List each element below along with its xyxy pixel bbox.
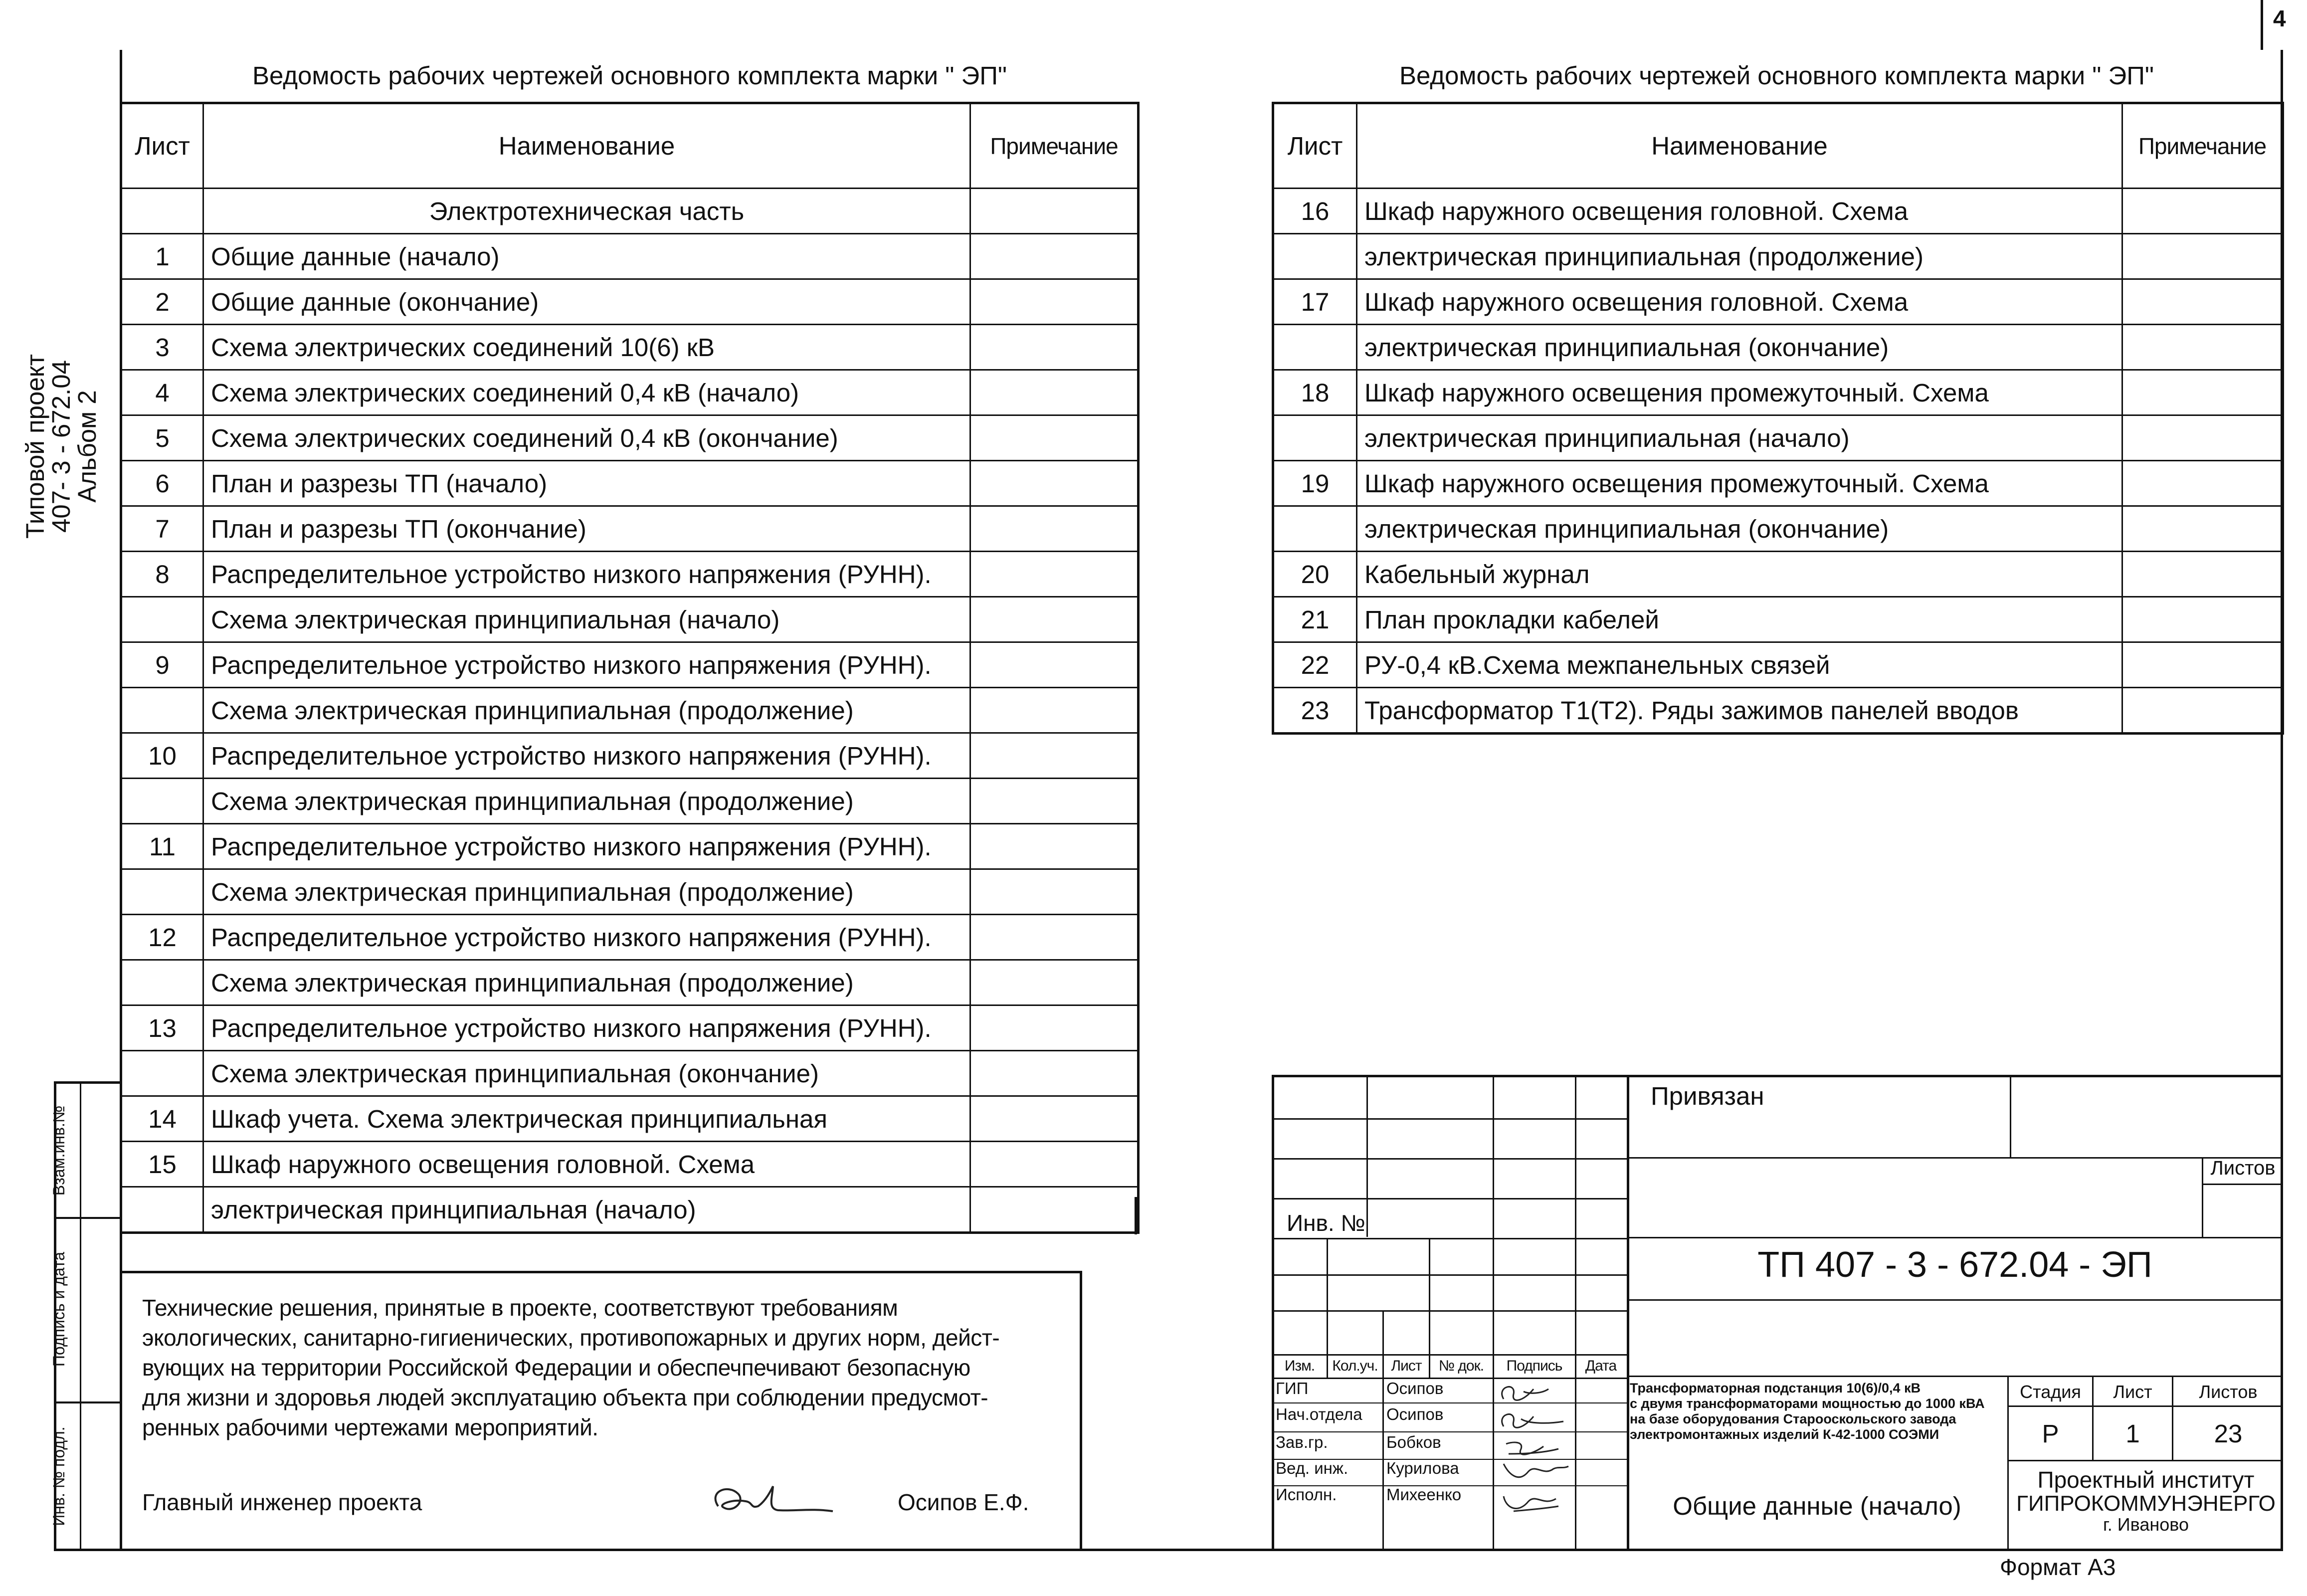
cell-name: Кабельный журнал — [1357, 552, 2122, 597]
side-stamp-vzam: Взам.инв.№ — [50, 1105, 68, 1196]
cell-note — [2122, 461, 2283, 506]
cell-note — [970, 552, 1139, 597]
cell-sheet — [1273, 234, 1357, 279]
cell-note — [970, 234, 1139, 279]
cell-sheet — [121, 1187, 203, 1233]
cell-note — [2122, 506, 2283, 552]
cell-note — [2122, 597, 2283, 642]
sheets-label: Листов — [2199, 1382, 2258, 1402]
cell-note — [970, 642, 1139, 688]
statement-line: ренных рабочими чертежами мероприятий. — [142, 1414, 598, 1440]
left-table-header — [121, 103, 1139, 189]
cell-name: электрическая принципиальная (окончание) — [1357, 506, 2122, 552]
cell-sheet: 3 — [121, 325, 203, 370]
tb-grid — [1382, 1310, 1384, 1551]
cell-note — [970, 1051, 1139, 1096]
tb-grid — [1272, 1431, 1627, 1432]
staff-role: Вед. инж. — [1276, 1459, 1348, 1477]
object-desc-line: электромонтажных изделий К-42-1000 СОЭМИ — [1630, 1427, 1939, 1442]
tb-grid — [2007, 1405, 2283, 1407]
header-name: Наименование — [203, 103, 970, 189]
staff-role: Нач.отдела — [1276, 1405, 1362, 1423]
staff-name: Осипов — [1386, 1405, 1444, 1423]
org-line2: ГИПРОКОММУНЭНЕРГО — [2016, 1491, 2276, 1516]
cell-sheet: 16 — [1273, 189, 1357, 234]
cell-name: Распределительное устройство низкого напряжения (РУНН). — [203, 642, 970, 688]
table-row — [1273, 461, 2283, 506]
cell-sheet: 14 — [121, 1096, 203, 1142]
cell-name: План и разрезы ТП (начало) — [203, 461, 970, 506]
cell-sheet: 1 — [121, 234, 203, 279]
listov-top-label: Листов — [2210, 1157, 2276, 1179]
cell-note — [970, 733, 1139, 779]
cell-note — [970, 506, 1139, 552]
cell-note — [970, 869, 1139, 915]
cell-sheet — [1273, 415, 1357, 461]
cell-name: Электротехническая часть — [203, 189, 970, 234]
table-row — [1273, 597, 2283, 642]
sheet-label: Лист — [2113, 1382, 2152, 1402]
table-row — [1273, 506, 2283, 552]
table-row — [1273, 415, 2283, 461]
table-row — [121, 552, 1139, 597]
table-row — [121, 1142, 1139, 1187]
tb-grid — [1627, 1157, 2283, 1159]
cell-note — [970, 461, 1139, 506]
right-table-title: Ведомость рабочих чертежей основного комплекта марки " ЭП" — [1399, 61, 2154, 90]
cell-name: Схема электрических соединений 10(6) кВ — [203, 325, 970, 370]
sheet-number: 4 — [2273, 5, 2286, 31]
cell-note — [2122, 688, 2283, 734]
chief-engineer-name: Осипов Е.Ф. — [898, 1489, 1029, 1515]
stage-label: Стадия — [2020, 1382, 2081, 1402]
tb-grid — [2202, 1157, 2203, 1237]
tb-grid — [1272, 1198, 1627, 1199]
change-header: Дата — [1585, 1358, 1617, 1374]
tb-grid — [2010, 1075, 2011, 1157]
tb-grid — [1627, 1376, 2283, 1377]
table-row — [1273, 642, 2283, 688]
statement-text — [142, 1293, 999, 1442]
cell-sheet: 20 — [1273, 552, 1357, 597]
staff-signatures — [1494, 1379, 1573, 1549]
cell-name: Общие данные (начало) — [203, 234, 970, 279]
cell-sheet: 17 — [1273, 279, 1357, 325]
tb-grid — [1272, 1238, 1627, 1239]
sheets-value: 23 — [2214, 1419, 2243, 1448]
cell-note — [970, 325, 1139, 370]
cell-sheet: 23 — [1273, 688, 1357, 734]
table-row — [121, 234, 1139, 279]
staff-name: Михеенко — [1386, 1485, 1462, 1504]
cell-name: Шкаф учета. Схема электрическая принципиальная — [203, 1096, 970, 1142]
staff-role: Зав.гр. — [1276, 1433, 1328, 1451]
format-label: Формат А3 — [2000, 1554, 2116, 1580]
cell-name: План прокладки кабелей — [1357, 597, 2122, 642]
tb-grid — [1272, 1118, 1627, 1120]
cell-note — [2122, 370, 2283, 415]
project-type: Типовой проект — [21, 354, 49, 539]
cell-sheet — [121, 779, 203, 824]
table-row — [121, 415, 1139, 461]
cell-sheet: 15 — [121, 1142, 203, 1187]
staff-name: Бобков — [1386, 1433, 1441, 1451]
cell-sheet — [121, 688, 203, 733]
tb-grid — [1272, 1274, 1627, 1276]
cell-name: Схема электрическая принципиальная (окончание) — [203, 1051, 970, 1096]
vertical-project-label — [22, 332, 102, 561]
project-code: 407- 3 - 672.04 — [47, 360, 75, 533]
cell-name: Распределительное устройство низкого напряжения (РУНН). — [203, 915, 970, 960]
cell-name: Шкаф наружного освещения головной. Схема — [1357, 189, 2122, 234]
left-table-title: Ведомость рабочих чертежей основного комплекта марки " ЭП" — [252, 61, 1007, 90]
organization — [2009, 1468, 2283, 1534]
table-row — [1273, 552, 2283, 597]
tb-grid — [2202, 1184, 2283, 1185]
cell-note — [2122, 234, 2283, 279]
cell-name: РУ-0,4 кВ.Схема межпанельных связей — [1357, 642, 2122, 688]
change-header: № док. — [1438, 1358, 1484, 1374]
table-row — [121, 960, 1139, 1005]
org-line1: Проектный институт — [2037, 1467, 2255, 1493]
cell-note — [970, 415, 1139, 461]
staff-name: Осипов — [1386, 1379, 1444, 1397]
chief-engineer-label: Главный инженер проекта — [142, 1489, 422, 1515]
statement-line: вующих на территории Российской Федерации и обеспечпечивают безопасную — [142, 1355, 970, 1381]
cell-sheet: 21 — [1273, 597, 1357, 642]
side-stamp-sep2 — [54, 1401, 122, 1403]
cell-note — [970, 688, 1139, 733]
table-row — [121, 189, 1139, 234]
table-row — [1273, 234, 2283, 279]
tb-grid — [1272, 1354, 1627, 1356]
table-row — [121, 461, 1139, 506]
tb-grid — [1627, 1299, 2283, 1301]
cell-sheet — [1273, 325, 1357, 370]
org-line3: г. Иваново — [2103, 1514, 2189, 1535]
cell-name: Схема электрическая принципиальная (начало) — [203, 597, 970, 642]
change-header: Подпись — [1506, 1358, 1562, 1374]
table-row — [121, 824, 1139, 869]
cell-sheet: 12 — [121, 915, 203, 960]
table-row — [1273, 279, 2283, 325]
cell-sheet: 5 — [121, 415, 203, 461]
cell-name: Шкаф наружного освещения промежуточный. Схема — [1357, 461, 2122, 506]
chief-signature — [698, 1471, 838, 1526]
staff-name: Курилова — [1386, 1459, 1459, 1477]
statement-line: экологических, санитарно-гигиенических, противопожарных и других норм, дейст- — [142, 1325, 1000, 1351]
cell-sheet: 7 — [121, 506, 203, 552]
cell-note — [970, 597, 1139, 642]
table-row — [121, 370, 1139, 415]
table-row — [1273, 325, 2283, 370]
cell-name: Распределительное устройство низкого напряжения (РУНН). — [203, 824, 970, 869]
tb-grid — [1627, 1237, 2283, 1238]
cell-sheet — [121, 960, 203, 1005]
table-row — [1273, 189, 2283, 234]
cell-name: Схема электрическая принципиальная (продолжение) — [203, 869, 970, 915]
table-row — [121, 642, 1139, 688]
side-stamp-podpis: Подпись и дата — [50, 1251, 68, 1367]
header-note: Примечание — [2122, 103, 2283, 189]
cell-sheet: 4 — [121, 370, 203, 415]
staff-role: ГИП — [1276, 1379, 1309, 1397]
cell-note — [970, 370, 1139, 415]
cell-sheet — [121, 1051, 203, 1096]
tb-grid — [1272, 1378, 1627, 1379]
tb-grid — [1272, 1310, 1627, 1312]
cell-name: электрическая принципиальная (начало) — [203, 1187, 970, 1233]
statement-line: Технические решения, принятые в проекте, соответствуют требованиям — [142, 1295, 898, 1321]
corner-divider — [2261, 0, 2263, 50]
cell-note — [2122, 279, 2283, 325]
cell-name: Трансформатор Т1(Т2). Ряды зажимов панелей вводов — [1357, 688, 2122, 734]
cell-note — [970, 1187, 1139, 1233]
left-table-tail — [1135, 1197, 1137, 1234]
cell-sheet — [121, 597, 203, 642]
project-album: Альбом 2 — [73, 390, 101, 503]
cell-sheet: 9 — [121, 642, 203, 688]
tb-grid — [1272, 1158, 1627, 1160]
right-drawing-register — [1272, 102, 2284, 735]
cell-sheet: 2 — [121, 279, 203, 325]
object-desc-line: на базе оборудования Старооскольского завода — [1630, 1411, 1956, 1426]
cell-note — [2122, 325, 2283, 370]
cell-name: электрическая принципиальная (начало) — [1357, 415, 2122, 461]
cell-name: электрическая принципиальная (окончание) — [1357, 325, 2122, 370]
cell-name: Шкаф наружного освещения промежуточный. Схема — [1357, 370, 2122, 415]
cell-note — [970, 824, 1139, 869]
cell-name: Схема электрическая принципиальная (продолжение) — [203, 779, 970, 824]
table-row — [121, 1187, 1139, 1233]
change-header: Изм. — [1284, 1358, 1315, 1374]
right-table-header — [1273, 103, 2283, 189]
cell-note — [2122, 552, 2283, 597]
cell-name: Распределительное устройство низкого напряжения (РУНН). — [203, 1005, 970, 1051]
cell-sheet: 22 — [1273, 642, 1357, 688]
cell-sheet — [121, 189, 203, 234]
cell-name: Схема электрическая принципиальная (продолжение) — [203, 960, 970, 1005]
cell-note — [2122, 642, 2283, 688]
tb-grid — [2007, 1460, 2283, 1461]
side-stamp-divider — [80, 1081, 81, 1551]
cell-name: Схема электрических соединений 0,4 кВ (начало) — [203, 370, 970, 415]
document-title: Общие данные (начало) — [1673, 1492, 1961, 1520]
cell-sheet: 8 — [121, 552, 203, 597]
inv-no-label: Инв. № — [1287, 1210, 1365, 1236]
cell-sheet — [121, 869, 203, 915]
table-row — [121, 325, 1139, 370]
tb-grid — [1366, 1075, 1368, 1237]
cell-name: Распределительное устройство низкого напряжения (РУНН). — [203, 733, 970, 779]
cell-note — [970, 960, 1139, 1005]
cell-name: План и разрезы ТП (окончание) — [203, 506, 970, 552]
object-desc-line: Трансформаторная подстанция 10(6)/0,4 кВ — [1630, 1381, 1921, 1396]
cell-name: Шкаф наружного освещения головной. Схема — [203, 1142, 970, 1187]
table-row — [121, 279, 1139, 325]
table-row — [121, 733, 1139, 779]
staff-role: Исполн. — [1276, 1485, 1337, 1504]
cell-note — [970, 1005, 1139, 1051]
document-code: ТП 407 - 3 - 672.04 - ЭП — [1757, 1245, 2152, 1285]
object-desc-line: с двумя трансформаторами мощностью до 1000 кВА — [1630, 1396, 1985, 1411]
cell-name: Шкаф наружного освещения головной. Схема — [1357, 279, 2122, 325]
cell-note — [2122, 415, 2283, 461]
table-row — [121, 506, 1139, 552]
table-row — [121, 688, 1139, 733]
table-row — [121, 779, 1139, 824]
tb-grid — [1575, 1075, 1576, 1551]
cell-note — [970, 779, 1139, 824]
cell-note — [970, 1096, 1139, 1142]
table-row — [121, 1005, 1139, 1051]
sheet-value: 1 — [2125, 1419, 2140, 1448]
cell-sheet: 11 — [121, 824, 203, 869]
cell-sheet — [1273, 506, 1357, 552]
cell-sheet: 13 — [121, 1005, 203, 1051]
cell-note — [970, 915, 1139, 960]
table-row — [121, 869, 1139, 915]
tb-grid — [1627, 1075, 1629, 1551]
cell-name: Схема электрическая принципиальная (продолжение) — [203, 688, 970, 733]
change-headers — [1273, 1358, 1628, 1378]
table-row — [1273, 370, 2283, 415]
privyazan-label: Привязан — [1651, 1082, 1764, 1110]
cell-sheet: 10 — [121, 733, 203, 779]
table-row — [121, 1051, 1139, 1096]
tb-grid — [1272, 1402, 1627, 1403]
cell-name: Общие данные (окончание) — [203, 279, 970, 325]
cell-sheet: 19 — [1273, 461, 1357, 506]
cell-name: Распределительное устройство низкого напряжения (РУНН). — [203, 552, 970, 597]
table-row — [121, 915, 1139, 960]
cell-sheet: 18 — [1273, 370, 1357, 415]
table-row — [121, 1096, 1139, 1142]
cell-note — [970, 279, 1139, 325]
cell-name: электрическая принципиальная (продолжение) — [1357, 234, 2122, 279]
cell-note — [970, 1142, 1139, 1187]
side-stamp-sep1 — [54, 1217, 122, 1219]
left-drawing-register — [120, 102, 1140, 1234]
statement-line: для жизни и здоровья людей эксплуатацию объекта при соблюдении предусмот- — [142, 1385, 988, 1410]
table-row — [121, 597, 1139, 642]
header-sheet: Лист — [1273, 103, 1357, 189]
change-header: Лист — [1391, 1358, 1422, 1374]
change-header: Кол.уч. — [1332, 1358, 1378, 1374]
object-description — [1630, 1381, 1985, 1442]
stage-value: Р — [2042, 1419, 2059, 1448]
cell-note — [970, 189, 1139, 234]
cell-name: Схема электрических соединений 0,4 кВ (окончание) — [203, 415, 970, 461]
side-stamp-inv: Инв. № подл. — [50, 1426, 68, 1526]
header-sheet: Лист — [121, 103, 203, 189]
cell-sheet: 6 — [121, 461, 203, 506]
cell-note — [2122, 189, 2283, 234]
header-note: Примечание — [970, 103, 1139, 189]
table-row — [1273, 688, 2283, 734]
header-name: Наименование — [1357, 103, 2122, 189]
